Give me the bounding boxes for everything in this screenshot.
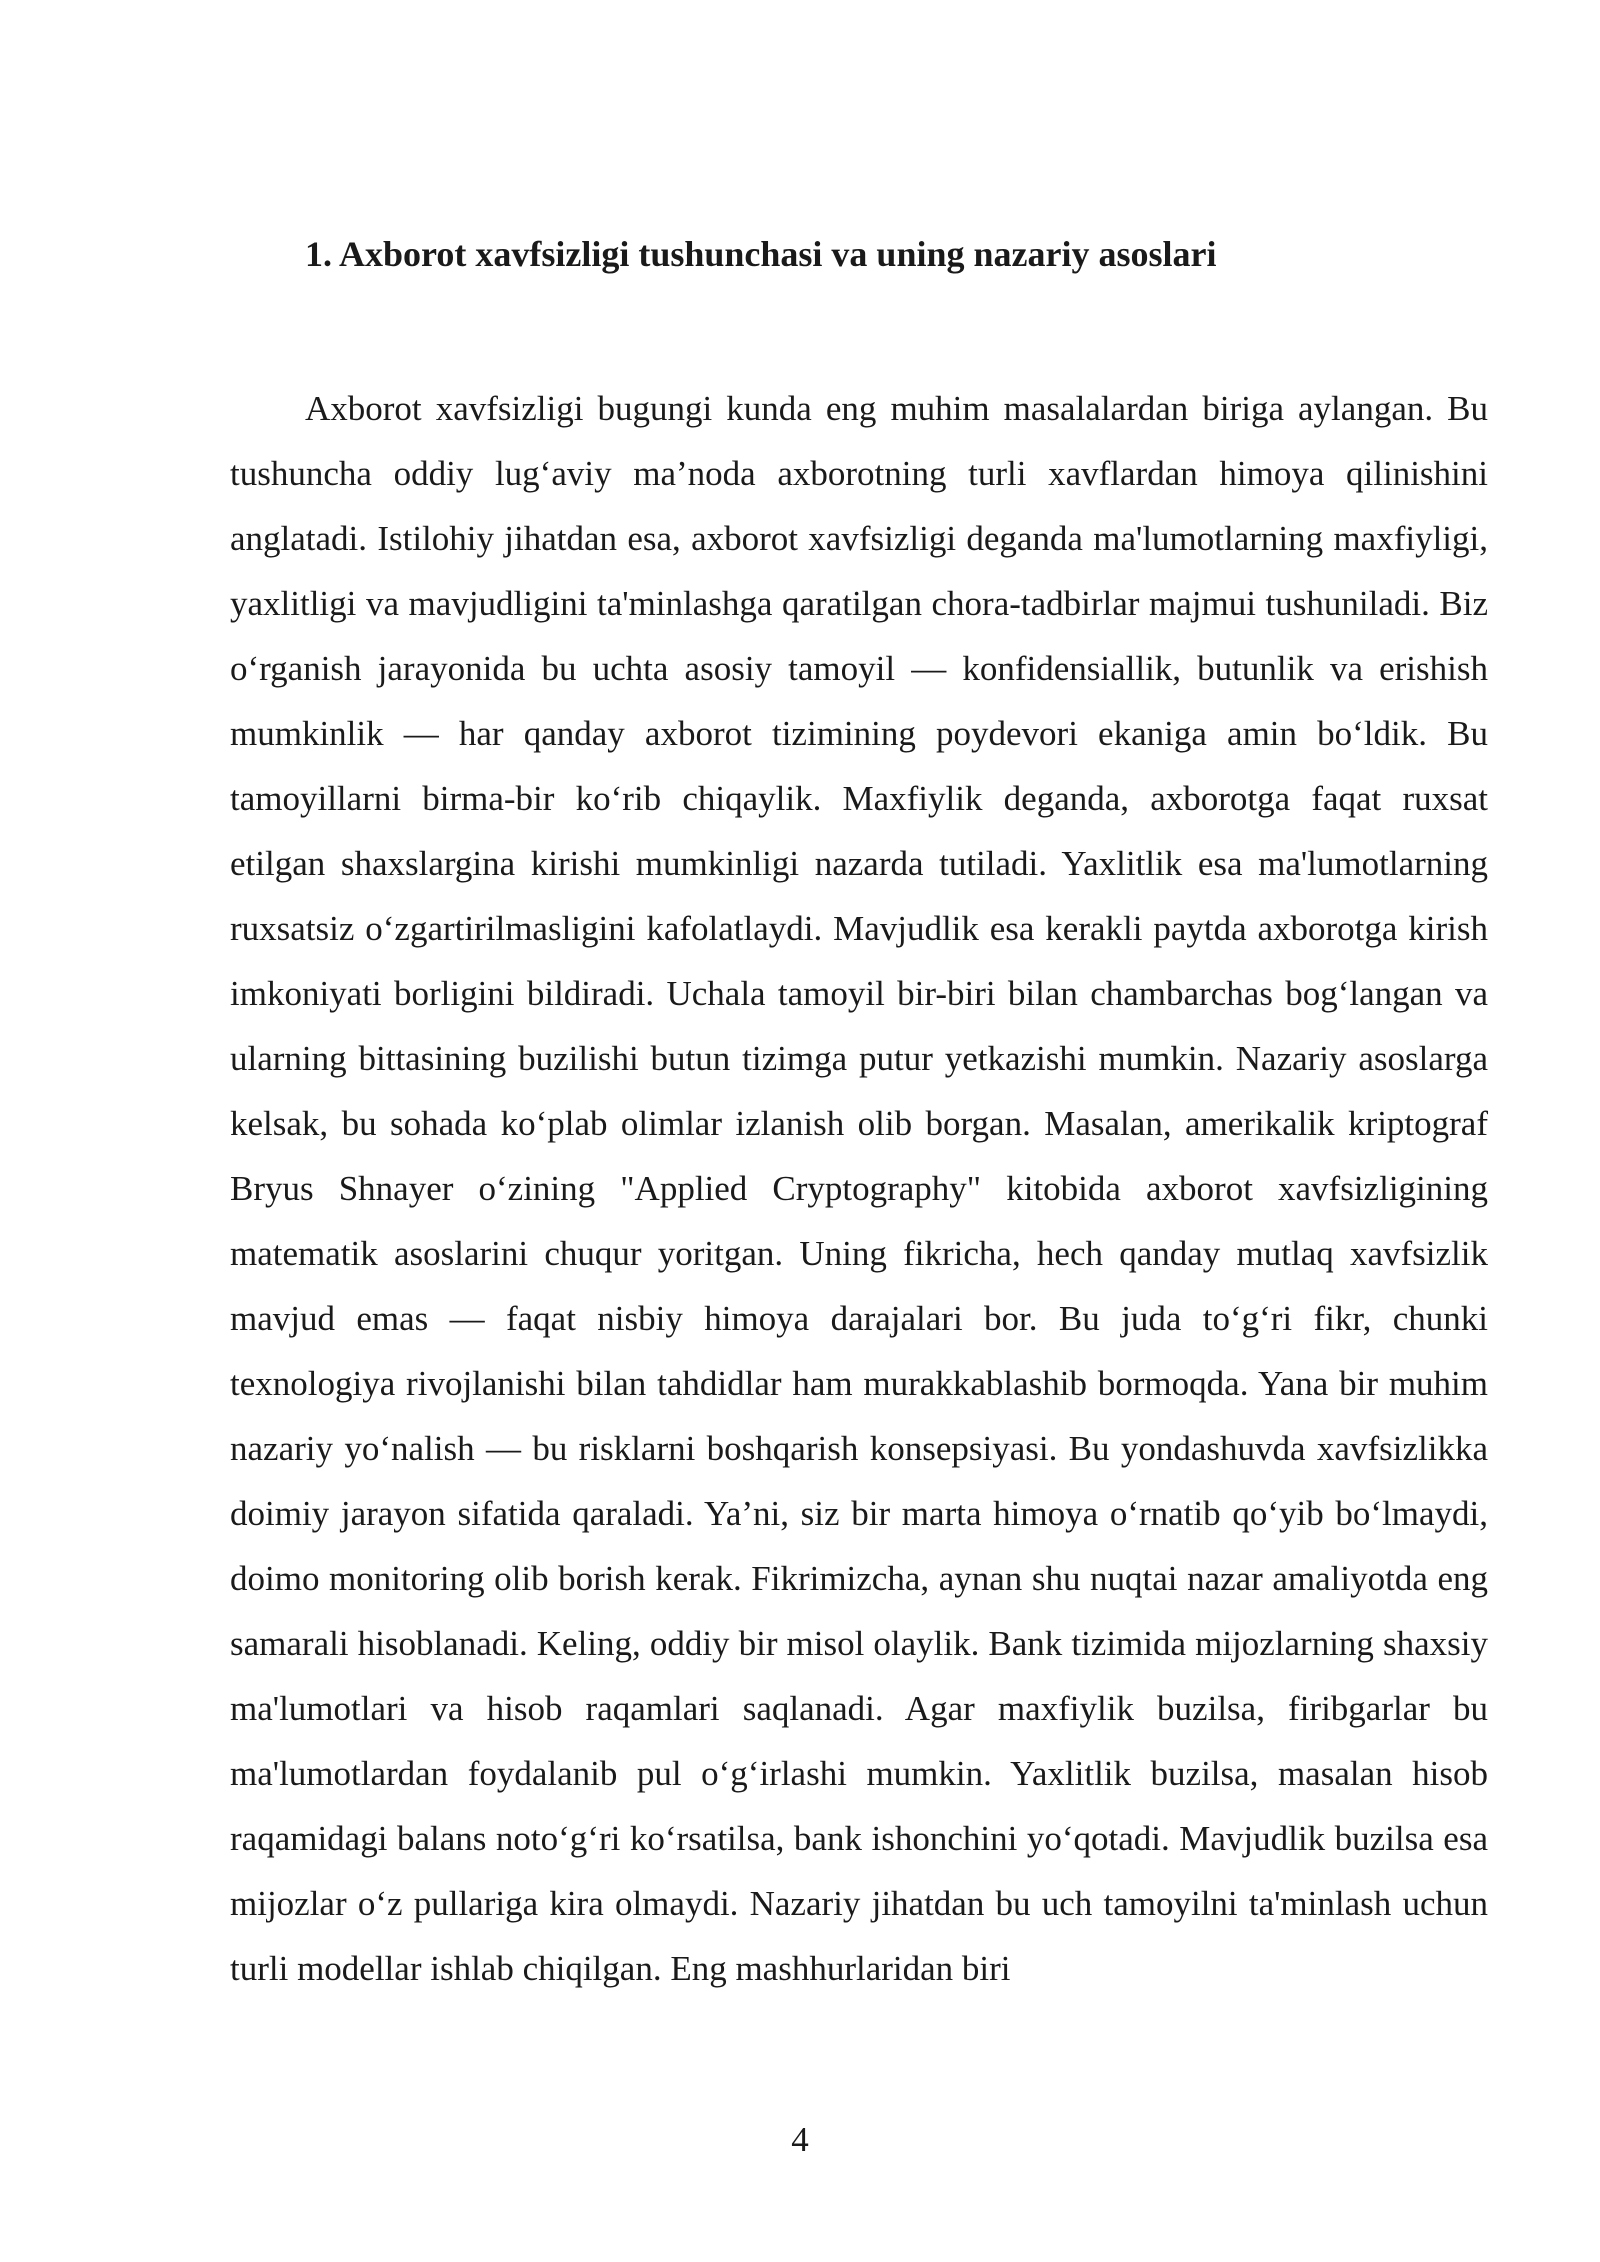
section-heading: 1. Axborot xavfsizligi tushunchasi va uning nazariy asoslari [305,234,1217,274]
page-number: 4 [791,2120,809,2159]
body-paragraph: Axborot xavfsizligi bugungi kunda eng muhim masalalardan biriga aylangan. Bu tushuncha oddiy lug‘aviy ma’noda axborotning turli xavflardan himoya qilinishini anglatadi. Istilohiy jihatdan esa, axborot xavfsizligi deganda ma'lumotlarning maxfiyligi, yaxlitligi va mavjudligini ta'minlashga qaratilgan chora-tadbirlar majmui tushuniladi. Biz o‘rganish jarayonida bu uchta asosiy tamoyil — konfidensiallik, butunlik va erishish mumkinlik — har qanday axborot tizimining poydevori ekaniga amin bo‘ldik. Bu tamoyillarni birma-bir ko‘rib chiqaylik. Maxfiylik deganda, axborotga faqat ruxsat etilgan shaxslargina kirishi mumkinligi nazarda tutiladi. Yaxlitlik esa ma'lumotlarning ruxsatsiz o‘zgartirilmasligini kafolatlaydi. Mavjudlik esa kerakli paytda axborotga kirish imkoniyati borligini bildiradi. Uchala tamoyil bir-biri bilan chambarchas bog‘langan va ularning bittasining buzilishi butun tizimga putur yetkazishi mumkin. Nazariy asoslarga kelsak, bu sohada ko‘plab olimlar izlanish olib borgan. Masalan, amerikalik kriptograf Bryus Shnayer o‘zining "Applied Cryptography" kitobida axborot xavfsizligining matematik asoslarini chuqur yoritgan. Uning fikricha, hech qanday mutlaq xavfsizlik mavjud emas — faqat nisbiy himoya darajalari bor. Bu juda to‘g‘ri fikr, chunki texnologiya rivojlanishi bilan tahdidlar ham murakkablashib bormoqda. Yana bir muhim nazariy yo‘nalish — bu risklarni boshqarish konsepsiyasi. Bu yondashuvda xavfsizlikka doimiy jarayon sifatida qaraladi. Ya’ni, siz bir marta himoya o‘rnatib qo‘yib bo‘lmaydi, doimo monitoring olib borish kerak. Fikrimizcha, aynan shu nuqtai nazar amaliyotda eng samarali hisoblanadi. Keling, oddiy bir misol olaylik. Bank tizimida mijozlarning shaxsiy ma'lumotlari va hisob raqamlari saqlanadi. Agar maxfiylik buzilsa, firibgarlar bu ma'lumotlardan foydalanib pul o‘g‘irlashi mumkin. Yaxlitlik buzilsa, masalan hisob raqamidagi balans noto‘g‘ri ko‘rsatilsa, bank ishonchini yo‘qotadi. Mavjudlik buzilsa esa mijozlar o‘z pullariga kira olmaydi. Nazariy jihatdan bu uch tamoyilni ta'minlash uchun turli modellar ishlab chiqilgan. Eng mashhurlaridan biri [230,389,1488,1988]
